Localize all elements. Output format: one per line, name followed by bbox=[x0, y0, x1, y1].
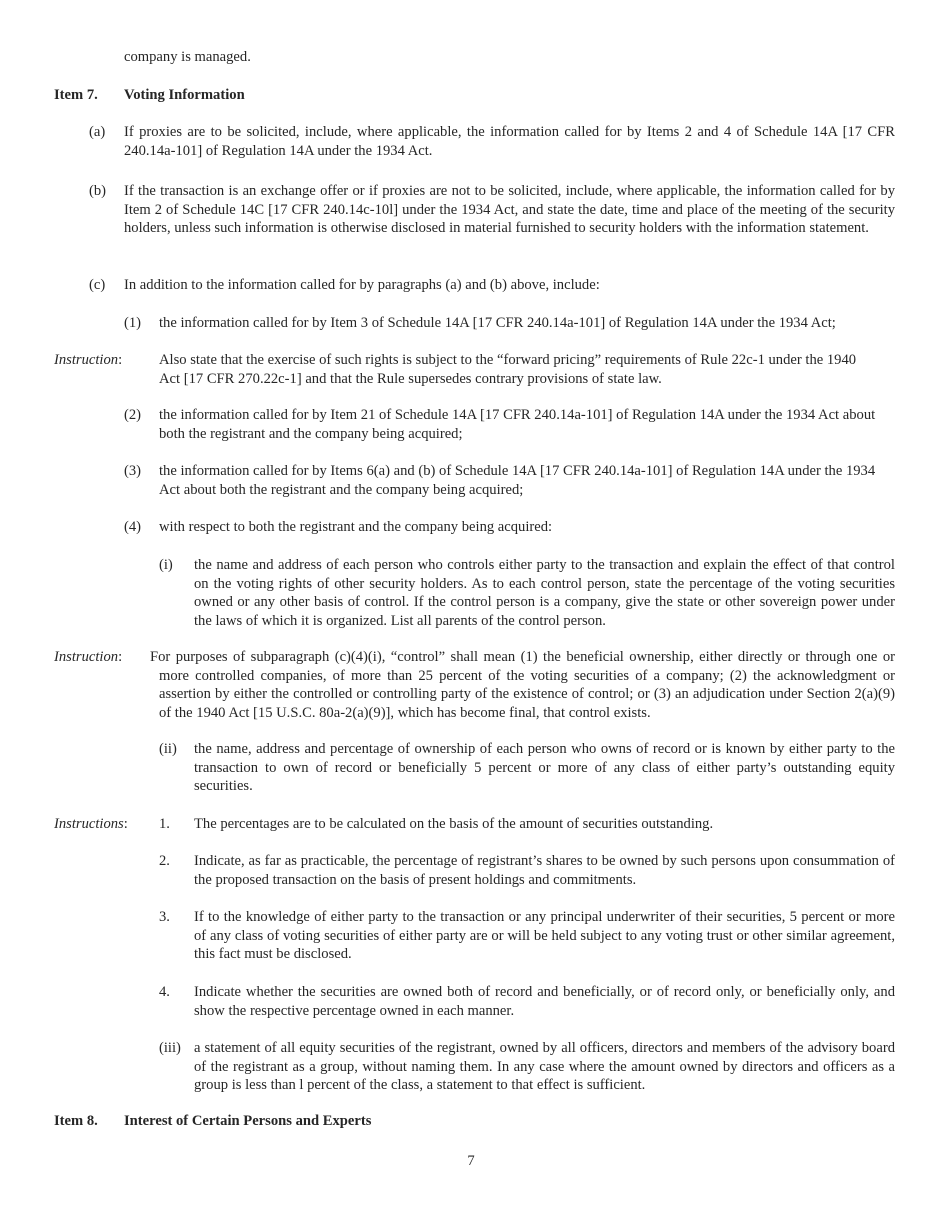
item7-b-label: (b) bbox=[89, 183, 107, 199]
item7-c1-label: (1) bbox=[124, 315, 142, 331]
item7-a-text: If proxies are to be solicited, include, where applicable, the information called for by Items 2 and 4 of Schedule 14A [17 CFR 240.14a-101] of Regulation 14A under the 1934 Act. bbox=[124, 124, 895, 159]
instruction1-label: Instruction: bbox=[54, 352, 123, 368]
instruction-item-3-text: If to the knowledge of either party to the transaction or any principal underwriter of their securities, 5 percent or more of any class of voting securities of either party are or will be held subject to any voting trust or other similar agreement, this fact must be disclosed. bbox=[194, 909, 895, 963]
item7-c3-text: the information called for by Items 6(a) and (b) of Schedule 14A [17 CFR 240.14a-101] of Regulation 14A under the 1934 Act about both the registrant and the company being acquired; bbox=[159, 463, 876, 498]
instruction-item-1-num: 1. bbox=[159, 816, 170, 832]
instruction-item-4-text: Indicate whether the securities are owned both of record and beneficially, or of record only, or beneficially only, and show the respective percentage owned in each manner. bbox=[194, 984, 895, 1019]
page-number: 7 bbox=[467, 1153, 475, 1169]
item7-c4-text: with respect to both the registrant and the company being acquired: bbox=[159, 519, 553, 535]
item7-title: Voting Information bbox=[124, 87, 245, 103]
instruction2-label: Instruction: bbox=[54, 649, 123, 665]
item7-c4-iii-label: (iii) bbox=[159, 1040, 181, 1056]
item8-title: Interest of Certain Persons and Experts bbox=[124, 1113, 372, 1129]
item8-number: Item 8. bbox=[54, 1113, 98, 1129]
instruction-item-2-num: 2. bbox=[159, 853, 170, 869]
item7-c-text: In addition to the information called for by paragraphs (a) and (b) above, include: bbox=[124, 277, 600, 293]
item7-c4-label: (4) bbox=[124, 519, 142, 535]
item7-a-label: (a) bbox=[89, 124, 106, 140]
instructions3-label: Instructions: bbox=[54, 816, 128, 832]
instruction-item-4-num: 4. bbox=[159, 984, 170, 1000]
item7-c4-ii-label: (ii) bbox=[159, 741, 177, 757]
item7-c4-i-label: (i) bbox=[159, 557, 173, 573]
item7-c-label: (c) bbox=[89, 277, 106, 293]
instruction-item-1-text: The percentages are to be calculated on the basis of the amount of securities outstanding. bbox=[194, 816, 714, 832]
item7-number: Item 7. bbox=[54, 87, 98, 103]
instruction2-text: For purposes of subparagraph (c)(4)(i), “control” shall mean (1) the beneficial ownership, either directly or through one or more controlled companies, of more than 25 percent of the voting securities of a company; (2) the acknowledgment or assertion by either the controlled or controlling party of the existence of control; or (3) an adjudication under Section 2(a)(9) of the 1940 Act [15 U.S.C. 80a-2(a)(9)], which has become final, that control exists. bbox=[150, 649, 895, 721]
instruction1-text: Also state that the exercise of such rights is subject to the “forward pricing” requirements of Rule 22c-1 under the 1940 Act [17 CFR 270.22c-1] and that the Rule supersedes contrary provisions of state law. bbox=[159, 352, 857, 387]
instruction-item-3-num: 3. bbox=[159, 909, 170, 925]
intro-line: company is managed. bbox=[124, 49, 251, 65]
item7-c4-ii-text: the name, address and percentage of ownership of each person who owns of record or is known by either party to the transaction to own of record or beneficially 5 percent or more of any class of either party’s outstanding equity securities. bbox=[194, 741, 895, 795]
item7-c4-i-text: the name and address of each person who controls either party to the transaction and explain the effect of that control on the voting rights of other security holders. As to each control person, state the percentage of the voting securities owned or any other basis of control. If the control person is a company, give the state or other sovereign power under the laws of which it is organized. List all parents of the control person. bbox=[194, 557, 895, 629]
item7-c3-label: (3) bbox=[124, 463, 142, 479]
instruction-item-2-text: Indicate, as far as practicable, the percentage of registrant’s shares to be owned by such persons upon consummation of the proposed transaction on the basis of present holdings and commitments. bbox=[194, 853, 895, 888]
item7-c2-label: (2) bbox=[124, 407, 142, 423]
item7-b-text: If the transaction is an exchange offer or if proxies are not to be solicited, include, where applicable, the information called for by Item 2 of Schedule 14C [17 CFR 240.14c-10l] under the 1934 Act, and state the date, time and place of the meeting of the security holders, unless such information is otherwise disclosed in material furnished to security holders with the information statement. bbox=[124, 183, 895, 237]
item7-c4-iii-text: a statement of all equity securities of the registrant, owned by all officers, directors and members of the advisory board of the registrant as a group, without naming them. In any case where the amount owned by directors and officers as a group is less than l percent of the class, a statement to that effect is sufficient. bbox=[194, 1040, 895, 1094]
item7-c1-text: the information called for by Item 3 of Schedule 14A [17 CFR 240.14a-101] of Regulation 14A under the 1934 Act; bbox=[159, 315, 836, 331]
item7-c2-text: the information called for by Item 21 of Schedule 14A [17 CFR 240.14a-101] of Regulation 14A under the 1934 Act about both the registrant and the company being acquired; bbox=[159, 407, 876, 442]
